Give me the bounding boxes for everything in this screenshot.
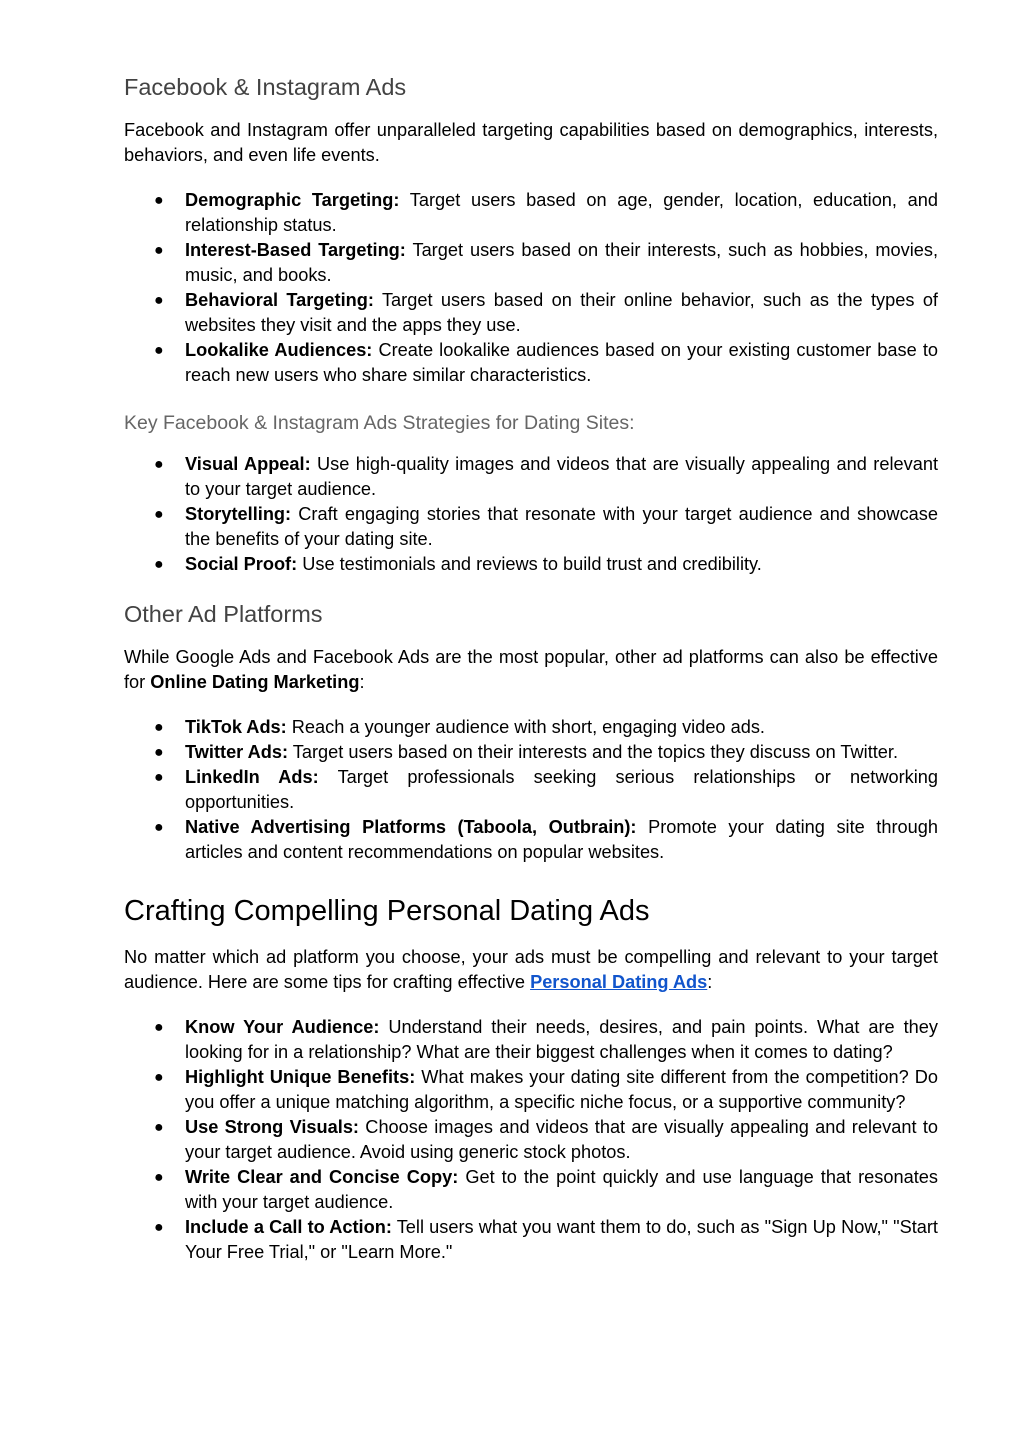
bullet-icon: ● (154, 192, 164, 209)
list-item-label: Twitter Ads: (185, 742, 289, 762)
list-item-text: Craft engaging stories that resonate with your target audience and showcase the benefits of your dating site. (185, 504, 938, 549)
other-platforms-intro-paragraph (124, 645, 938, 695)
list-item-label: Write Clear and Concise Copy: (185, 1167, 459, 1187)
list-item-label: Visual Appeal: (185, 454, 311, 474)
other-platforms-list (124, 715, 938, 865)
bullet-icon: ● (154, 1019, 164, 1036)
list-item-text: Choose images and videos that are visually appealing and relevant to your target audience. Avoid using generic stock photos. (185, 1117, 938, 1162)
list-item-text: Target users based on their online behavior, such as the types of websites they visit and the apps they use. (185, 290, 938, 335)
section-heading-facebook-instagram: Facebook & Instagram Ads (124, 74, 407, 100)
bullet-icon: ● (154, 456, 164, 473)
list-item-label: Include a Call to Action: (185, 1217, 392, 1237)
list-item-text: Promote your dating site through articles and content recommendations on popular websites. (185, 817, 938, 862)
list-item-label: Behavioral Targeting: (185, 290, 374, 310)
list-item-label: TikTok Ads: (185, 717, 287, 737)
bullet-icon: ● (154, 819, 164, 836)
list-item-label: Lookalike Audiences: (185, 340, 373, 360)
intro-text: While Google Ads and Facebook Ads are the most popular, other ad platforms can also be effective for (124, 647, 938, 692)
list-item (124, 815, 938, 865)
bullet-icon: ● (154, 719, 164, 736)
bullet-icon: ● (154, 292, 164, 309)
list-item-text: Reach a younger audience with short, engaging video ads. (286, 717, 765, 737)
bullet-icon: ● (154, 1069, 164, 1086)
list-item-label: Native Advertising Platforms (Taboola, Outbrain): (185, 817, 637, 837)
list-item-text: Target users based on their interests, such as hobbies, movies, music, and books. (185, 240, 938, 285)
list-item-label: LinkedIn Ads: (185, 767, 319, 787)
list-item-text: What makes your dating site different from the competition? Do you offer a unique matching algorithm, a specific niche focus, or a supportive community? (185, 1067, 938, 1112)
list-item-label: Know Your Audience: (185, 1017, 380, 1037)
list-item (124, 188, 938, 238)
list-item (124, 338, 938, 388)
list-item (124, 552, 938, 577)
list-item-label: Social Proof: (185, 554, 298, 574)
intro-text: No matter which ad platform you choose, your ads must be compelling and relevant to your target audience. Here are some tips for crafting effective (124, 947, 938, 992)
list-item-text: Get to the point quickly and use language that resonates with your target audience. (185, 1167, 938, 1212)
bullet-icon: ● (154, 1119, 164, 1136)
facebook-targeting-list (124, 188, 938, 388)
list-item-text: Target users based on their interests and the topics they discuss on Twitter. (288, 742, 899, 762)
intro-bold-term: Online Dating Marketing (150, 672, 360, 692)
list-item (124, 1015, 938, 1065)
list-item (124, 1165, 938, 1215)
list-item-label: Interest-Based Targeting: (185, 240, 406, 260)
list-item-text: Create lookalike audiences based on your existing customer base to reach new users who share similar characteristics. (185, 340, 938, 385)
bullet-icon: ● (154, 242, 164, 259)
crafting-intro-paragraph (124, 945, 938, 995)
intro-suffix: : (359, 672, 365, 692)
list-item (124, 238, 938, 288)
facebook-intro-paragraph: Facebook and Instagram offer unparalleled targeting capabilities based on demographics, interests, behaviors, and even life events. (124, 120, 938, 165)
list-item (124, 740, 938, 765)
section-heading-other-platforms: Other Ad Platforms (124, 601, 323, 627)
strategies-list (124, 452, 938, 577)
list-item (124, 1115, 938, 1165)
list-item (124, 502, 938, 552)
bullet-icon: ● (154, 342, 164, 359)
list-item-text: Target professionals seeking serious relationships or networking opportunities. (185, 767, 938, 812)
list-item-label: Storytelling: (185, 504, 292, 524)
bullet-icon: ● (154, 556, 164, 573)
list-item (124, 765, 938, 815)
list-item (124, 288, 938, 338)
list-item-text: Use high-quality images and videos that are visually appealing and relevant to your target audience. (185, 454, 938, 499)
list-item-label: Demographic Targeting: (185, 190, 400, 210)
list-item (124, 452, 938, 502)
bullet-icon: ● (154, 506, 164, 523)
bullet-icon: ● (154, 1219, 164, 1236)
list-item-text: Tell users what you want them to do, such as "Sign Up Now," "Start Your Free Trial," or "Learn More." (185, 1217, 938, 1262)
bullet-icon: ● (154, 744, 164, 761)
document-page (124, 70, 938, 1285)
list-item-text: Target users based on age, gender, location, education, and relationship status. (185, 190, 938, 235)
list-item-label: Highlight Unique Benefits: (185, 1067, 416, 1087)
strategies-subheading: Key Facebook & Instagram Ads Strategies for Dating Sites: (124, 412, 635, 434)
intro-suffix: : (707, 972, 713, 992)
list-item (124, 1215, 938, 1265)
list-item-text: Understand their needs, desires, and pain points. What are they looking for in a relationship? What are their biggest challenges when it comes to dating? (185, 1017, 938, 1062)
section-heading-crafting-ads: Crafting Compelling Personal Dating Ads (124, 895, 650, 927)
list-item (124, 715, 938, 740)
list-item-label: Use Strong Visuals: (185, 1117, 359, 1137)
bullet-icon: ● (154, 1169, 164, 1186)
list-item-text: Use testimonials and reviews to build trust and credibility. (297, 554, 762, 574)
personal-dating-ads-link[interactable]: Personal Dating Ads (530, 972, 708, 992)
bullet-icon: ● (154, 769, 164, 786)
crafting-tips-list (124, 1015, 938, 1265)
list-item (124, 1065, 938, 1115)
